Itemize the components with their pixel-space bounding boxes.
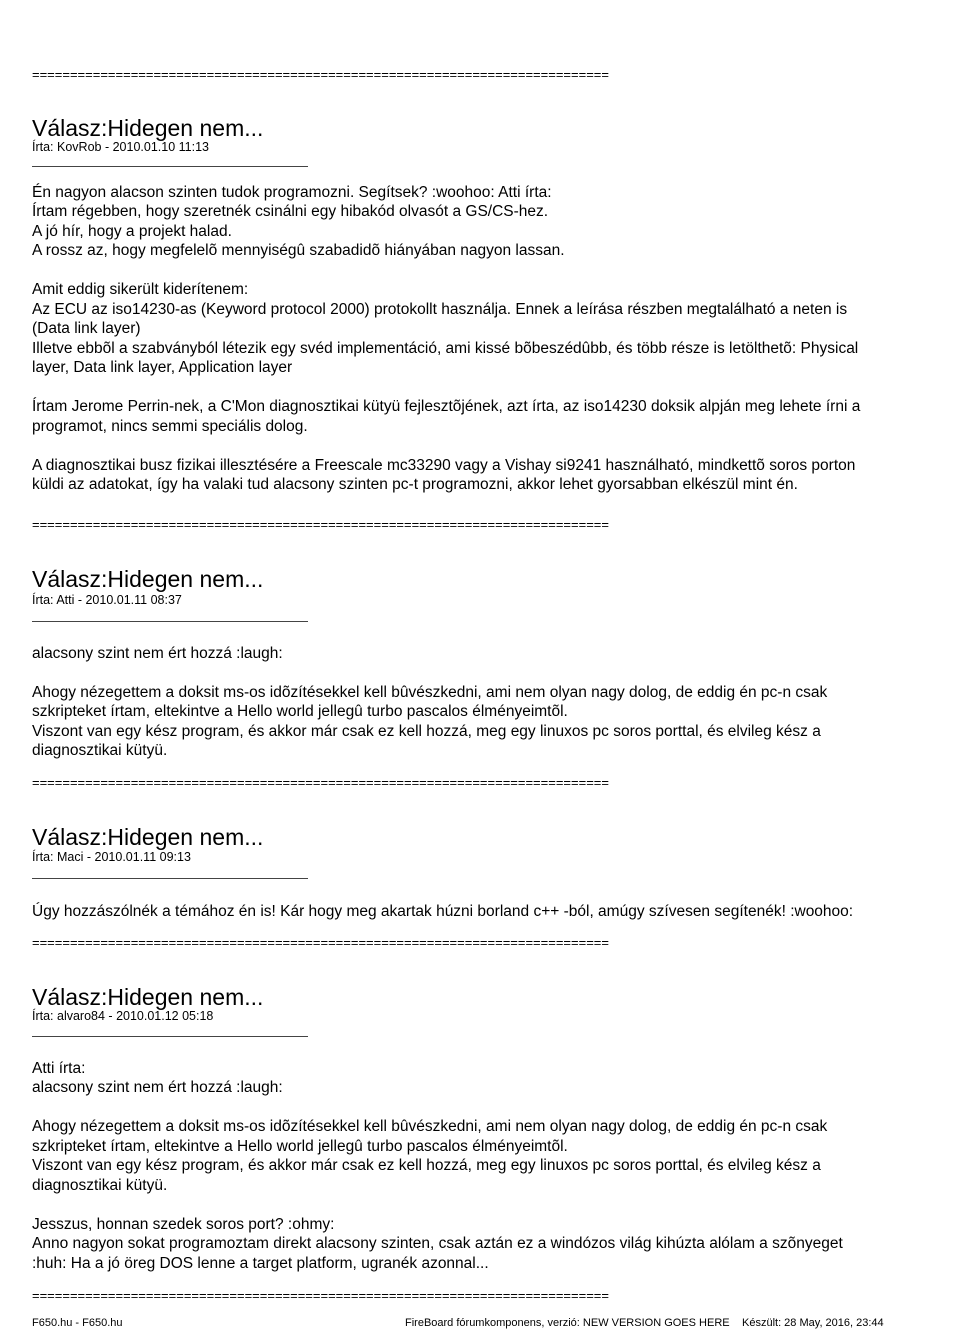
post-text-line: A rossz az, hogy megfelelõ mennyiségû szabadidõ hiányában nagyon lassan. bbox=[32, 242, 565, 259]
post-text-line: Viszont van egy kész program, és akkor már csak ez kell hozzá, meg egy linuxos pc soros porttal, és elvileg kész a bbox=[32, 1157, 821, 1174]
post-text-line: Az ECU az iso14230-as (Keyword protocol 2000) protokollt használja. Ennek a leírása részben megtalálható a neten is bbox=[32, 301, 848, 318]
post-divider bbox=[32, 166, 308, 167]
post-title: Válasz:Hidegen nem... bbox=[32, 566, 264, 592]
post-text-line: szkripteket írtam, eltekintve a Hello world jellegû turbo pascalos élményeimtõl. bbox=[32, 1138, 568, 1155]
post-text-line: :huh: Ha a jó öreg DOS lenne a target platform, ugranék azonnal... bbox=[32, 1255, 489, 1272]
post-text-line: szkripteket írtam, eltekintve a Hello world jellegû turbo pascalos élményeimtõl. bbox=[32, 703, 568, 720]
post-text-line: layer, Data link layer, Application layer bbox=[32, 359, 293, 376]
post-title: Válasz:Hidegen nem... bbox=[32, 984, 264, 1010]
post-text-line: alacsony szint nem ért hozzá :laugh: bbox=[32, 1079, 283, 1096]
post-text-line: Amit eddig sikerült kiderítenem: bbox=[32, 281, 249, 298]
post-text-line: Illetve ebbõl a szabványból létezik egy svéd implementáció, ami kissé bõbeszédûbb, és több része is letölthetõ: Physical bbox=[32, 340, 859, 357]
post-text-line: Ahogy nézegettem a doksit ms-os idõzítésekkel kell bûvészkedni, ami nem olyan nagy dolog, de eddig én pc-n csak bbox=[32, 1118, 828, 1135]
post-text-line: Viszont van egy kész program, és akkor már csak ez kell hozzá, meg egy linuxos pc soros porttal, és elvileg kész a bbox=[32, 723, 821, 740]
post-title: Válasz:Hidegen nem... bbox=[32, 115, 264, 141]
post-text-line: Ahogy nézegettem a doksit ms-os idõzítésekkel kell bûvészkedni, ami nem olyan nagy dolog, de eddig én pc-n csak bbox=[32, 684, 828, 701]
separator-line: ============================================================================ bbox=[32, 517, 609, 532]
post-author-date: Írta: Maci - 2010.01.11 09:13 bbox=[32, 850, 191, 864]
post-text-line: Írtam régebben, hogy szeretnék csinálni egy hibakód olvasót a GS/CS-hez. bbox=[32, 203, 549, 220]
post-text-line: diagnosztikai kütyü. bbox=[32, 1177, 168, 1194]
post-divider bbox=[32, 878, 308, 879]
separator-line: ============================================================================ bbox=[32, 775, 609, 790]
separator-line: ============================================================================ bbox=[32, 1288, 609, 1303]
footer-component: FireBoard fórumkomponens, verzió: NEW VERSION GOES HERE bbox=[405, 1317, 730, 1329]
post-divider bbox=[32, 1036, 308, 1037]
post-quote-author: Atti írta: bbox=[32, 1060, 86, 1077]
post-author-date: Írta: KovRob - 2010.01.10 11:13 bbox=[32, 140, 209, 154]
footer-site: F650.hu - F650.hu bbox=[32, 1317, 123, 1329]
post-divider bbox=[32, 621, 308, 622]
post-title: Válasz:Hidegen nem... bbox=[32, 824, 264, 850]
post-text-line: Anno nagyon sokat programoztam direkt alacsony szinten, csak aztán ez a windózos világ kihúzta alólam a szõnyeget bbox=[32, 1235, 843, 1252]
post-text-line: alacsony szint nem ért hozzá :laugh: bbox=[32, 645, 283, 662]
post-text-line: programot, nincs semmi speciális dolog. bbox=[32, 418, 308, 435]
post-author-date: Írta: Atti - 2010.01.11 08:37 bbox=[32, 593, 182, 607]
post-text-line: diagnosztikai kütyü. bbox=[32, 742, 168, 759]
post-text-line: Én nagyon alacson szinten tudok programozni. Segítsek? :woohoo: Atti írta: bbox=[32, 184, 552, 201]
separator-line: ============================================================================ bbox=[32, 935, 609, 950]
separator-line: ============================================================================ bbox=[32, 67, 609, 82]
post-author-date: Írta: alvaro84 - 2010.01.12 05:18 bbox=[32, 1009, 214, 1023]
post-text-line: A diagnosztikai busz fizikai illesztésére a Freescale mc33290 vagy a Vishay si9241 használható, mindkettõ soros porton bbox=[32, 457, 856, 474]
post-text-line: küldi az adatokat, így ha valaki tud alacsony szinten pc-t programozni, akkor lehet gyorsabban elkészül mint én. bbox=[32, 476, 798, 493]
post-text-line: (Data link layer) bbox=[32, 320, 141, 337]
footer-generated: Készült: 28 May, 2016, 23:44 bbox=[742, 1317, 884, 1329]
post-text-line: Jesszus, honnan szedek soros port? :ohmy: bbox=[32, 1216, 335, 1233]
post-text-line: A jó hír, hogy a projekt halad. bbox=[32, 223, 232, 240]
post-text-line: Úgy hozzászólnék a témához én is! Kár hogy meg akartak húzni borland c++ -ból, amúgy szívesen segítenék! :woohoo: bbox=[32, 903, 854, 920]
post-text-line: Írtam Jerome Perrin-nek, a C'Mon diagnosztikai kütyü fejlesztõjének, azt írta, az iso14230 doksik alpján meg lehete írni a bbox=[32, 398, 861, 415]
